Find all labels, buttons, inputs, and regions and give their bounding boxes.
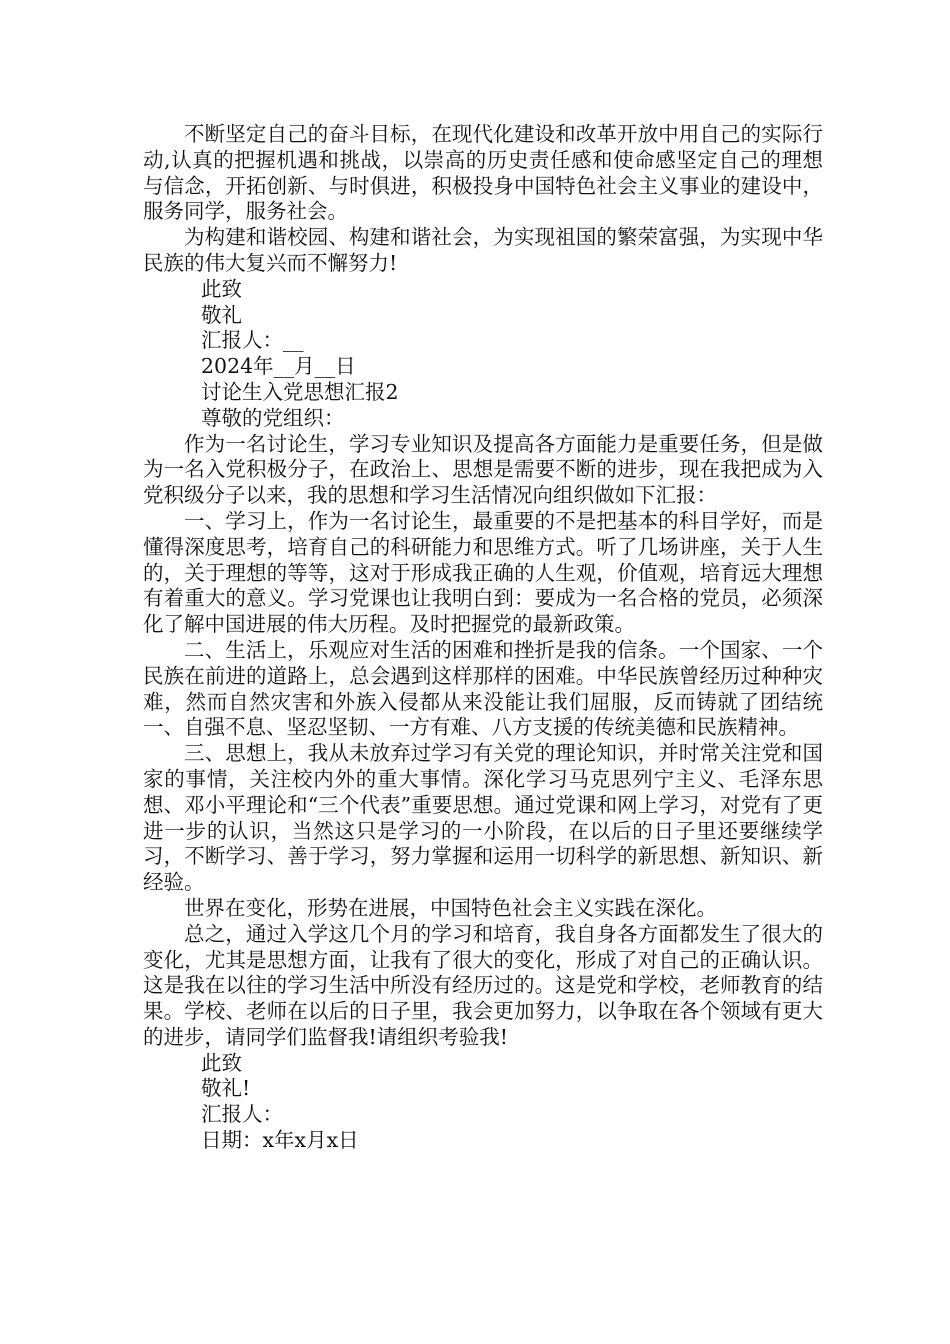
date-line: 日期：x年x月x日 (201, 1128, 359, 1153)
paragraph: 二、生活上，乐观应对生活的困难和挫折是我的信条。一个国家、一个民族在前进的道路上，总会遇到这样那样的困难。中华民族曾经历过种种灾难，然而自然灾害和外族入侵都从来没能让我们屈服，反而铸就了团结统一、自强不息、坚忍坚韧、一方有难、八方支援的传统美德和民族精神。 (143, 637, 823, 740)
document-body (143, 122, 823, 1154)
closing-regards: 敬礼! (201, 1076, 251, 1101)
closing-salutation: 此致 (201, 276, 242, 301)
paragraph: 一、学习上，作为一名讨论生，最重要的不是把基本的科目学好，而是懂得深度思考，培育自己的科研能力和思维方式。听了几场讲座，关于人生的，关于理想的等等，这对于形成我正确的人生观，价值观，培育远大理想有着重大的意义。学习党课也让我明白到：要成为一名合格的党员，必须深化了解中国进展的伟大历程。及时把握党的最新政策。 (143, 508, 823, 637)
paragraph: 总之，通过入学这几个月的学习和培育，我自身各方面都发生了很大的变化，尤其是思想方面，让我有了很大的变化，形成了对自己的正确认识。这是我在以往的学习生活中所没有经历过的。这是党和学校，老师教育的结果。学校、老师在以后的日子里，我会更加努力，以争取在各个领域有更大的进步，请同学们监督我!请组织考验我! (143, 921, 823, 1049)
reporter-line: 汇报人：__ (201, 328, 304, 353)
paragraph: 三、思想上，我从未放弃过学习有关党的理论知识，并时常关注党和国家的事情，关注校内外的重大事情。深化学习马克思列宁主义、毛泽东思想、邓小平理论和“三个代表”重要思想。通过党课和网上学习，对党有了更进一步的认识，当然这只是学习的一小阶段，在以后的日子里还要继续学习，不断学习、善于学习，努力掌握和运用一切科学的新思想、新知识、新经验。 (143, 741, 823, 895)
closing-salutation: 此致 (201, 1050, 242, 1075)
paragraph: 不断坚定自己的奋斗目标，在现代化建设和改革开放中用自己的实际行动,认真的把握机遇和挑战，以崇高的历史责任感和使命感坚定自己的理想与信念，开拓创新、与时俱进，积极投身中国特色社会主义事业的建设中，服务同学，服务社会。 (143, 122, 823, 224)
reporter-line: 汇报人： (201, 1102, 283, 1127)
greeting: 尊敬的党组织： (201, 405, 345, 430)
closing-regards: 敬礼 (201, 302, 242, 327)
paragraph: 作为一名讨论生，学习专业知识及提高各方面能力是重要任务，但是做为一名入党积极分子，在政治上、思想是需要不断的进步，现在我把成为入党积级分子以来，我的思想和学习生活情况向组织做如下汇报： (143, 431, 823, 508)
paragraph: 为构建和谐校园、构建和谐社会，为实现祖国的繁荣富强，为实现中华民族的伟大复兴而不懈努力! (143, 225, 823, 275)
date-line: 2024年__月__日 (201, 354, 356, 379)
paragraph: 世界在变化，形势在进展，中国特色社会主义实践在深化。 (184, 895, 717, 920)
section-title: 讨论生入党思想汇报2 (201, 379, 399, 404)
